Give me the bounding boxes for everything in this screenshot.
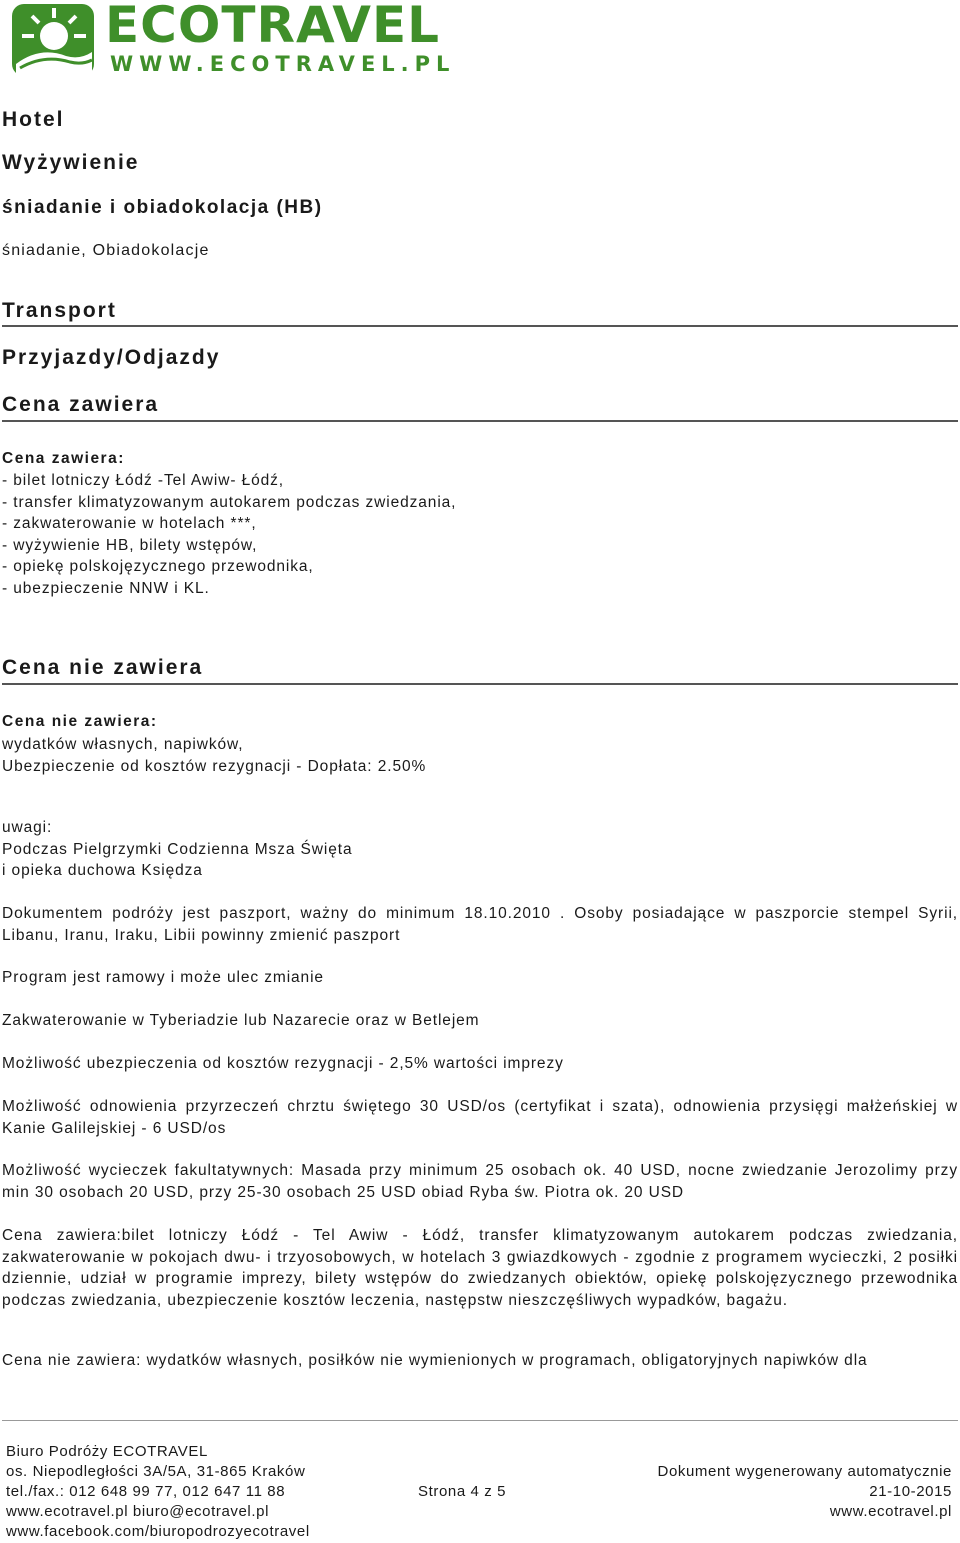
paragraph-excursions: Możliwość wycieczek fakultatywnych: Masada przy minimum 25 osobach ok. 40 USD, nocne zwiedzanie Jerozolimy przy min 30 osobach 20 USD, przy 25-30 osobach 25 USD obiad Ryba św. Piotra ok. 20 USD (2, 1162, 958, 1201)
divider (2, 683, 958, 685)
includes-list (2, 470, 456, 599)
paragraph-accommodation: Zakwaterowanie w Tyberiadzie lub Nazarecie oraz w Betlejem (2, 1012, 480, 1029)
footer-page-number: Strona 4 z 5 (418, 1483, 507, 1500)
footer-generated: Dokument wygenerowany automatycznie (657, 1463, 952, 1480)
list-item: - ubezpieczenie NNW i KL. (2, 579, 210, 597)
excludes-item: Ubezpieczenie od kosztów rezygnacji - Dopłata: 2.50% (2, 758, 427, 775)
ecotravel-logo (10, 2, 465, 78)
heading-transport: Transport (2, 299, 117, 322)
notes-label: uwagi: (2, 819, 53, 836)
excludes-label: Cena nie zawiera: (2, 713, 158, 730)
heading-cena-nie-zawiera: Cena nie zawiera (2, 656, 204, 679)
list-item: - zakwaterowanie w hotelach ***, (2, 515, 257, 532)
list-item: - wyżywienie HB, bilety wstępów, (2, 536, 258, 554)
footer-divider (2, 1420, 958, 1421)
heading-hotel: Hotel (2, 108, 65, 131)
footer-phone: tel./fax.: 012 648 99 77, 012 647 11 88 (6, 1483, 286, 1500)
wyzywienie-desc: śniadanie, Obiadokolacje (2, 242, 210, 259)
footer-company: Biuro Podróży ECOTRAVEL (6, 1443, 208, 1460)
list-item: - bilet lotniczy Łódź -Tel Awiw- Łódź, (2, 472, 285, 489)
footer-site: www.ecotravel.pl (829, 1503, 952, 1520)
notes-line: i opieka duchowa Księdza (2, 862, 203, 879)
list-item: - transfer klimatyzowanym autokarem podczas zwiedzania, (2, 493, 457, 511)
logo-url: WWW.ECOTRAVEL.PL (110, 52, 456, 76)
paragraph-passport: Dokumentem podróży jest paszport, ważny do minimum 18.10.2010 . Osoby posiadające w paszporcie stempel Syrii, Libanu, Iranu, Iraku, Libii powinny zmienić paszport (2, 905, 958, 944)
paragraph-program: Program jest ramowy i może ulec zmianie (2, 969, 324, 986)
list-item: - opiekę polskojęzycznego przewodnika, (2, 558, 314, 575)
footer-address: os. Niepodległości 3A/5A, 31-865 Kraków (6, 1463, 306, 1480)
notes-line: Podczas Pielgrzymki Codzienna Msza Święta (2, 841, 353, 858)
paragraph-price-includes: Cena zawiera:bilet lotniczy Łódź - Tel Awiw - Łódź, transfer klimatyzowanym autokarem podczas zwiedzania, zakwaterowanie w pokojach dwu- i trzyosobowych, w hotelach 3 gwiazdkowych - zgodnie z programem wycieczki, 2 posiłki dziennie, udział w programie imprezy, bilety wstępów do zwiedzanych obiektów, opiekę polskojęzycznego przewodnika podczas zwiedzania, ubezpieczenie kosztów leczenia, następstw nieszczęśliwych wypadków, bagażu. (2, 1227, 958, 1309)
heading-wyzywienie: Wyżywienie (2, 151, 140, 174)
sun-leaf-logo-icon (10, 2, 96, 78)
excludes-item: wydatków własnych, napiwków, (2, 736, 244, 753)
paragraph-price-excludes: Cena nie zawiera: wydatków własnych, posiłków nie wymienionych w programach, obligatoryjnych napiwków dla (2, 1352, 868, 1369)
wyzywienie-type: śniadanie i obiadokolacja (HB) (2, 197, 323, 218)
divider (2, 420, 958, 422)
paragraph-insurance: Możliwość ubezpieczenia od kosztów rezygnacji - 2,5% wartości imprezy (2, 1055, 564, 1072)
logo-wordmark: ECOTRAVEL (105, 0, 440, 54)
heading-cena-zawiera: Cena zawiera (2, 393, 160, 416)
footer-facebook: www.facebook.com/biuropodrozyecotravel (6, 1523, 310, 1540)
heading-przyjazdy: Przyjazdy/Odjazdy (2, 346, 221, 369)
footer-web-email: www.ecotravel.pl biuro@ecotravel.pl (6, 1503, 269, 1520)
includes-label: Cena zawiera: (2, 450, 125, 467)
paragraph-baptism: Możliwość odnowienia przyrzeczeń chrztu świętego 30 USD/os (certyfikat i szata), odnowienia przysięgi małżeńskiej w Kanie Galilejskiej - 6 USD/os (2, 1098, 958, 1137)
footer-date: 21-10-2015 (869, 1483, 952, 1500)
divider (2, 325, 958, 327)
